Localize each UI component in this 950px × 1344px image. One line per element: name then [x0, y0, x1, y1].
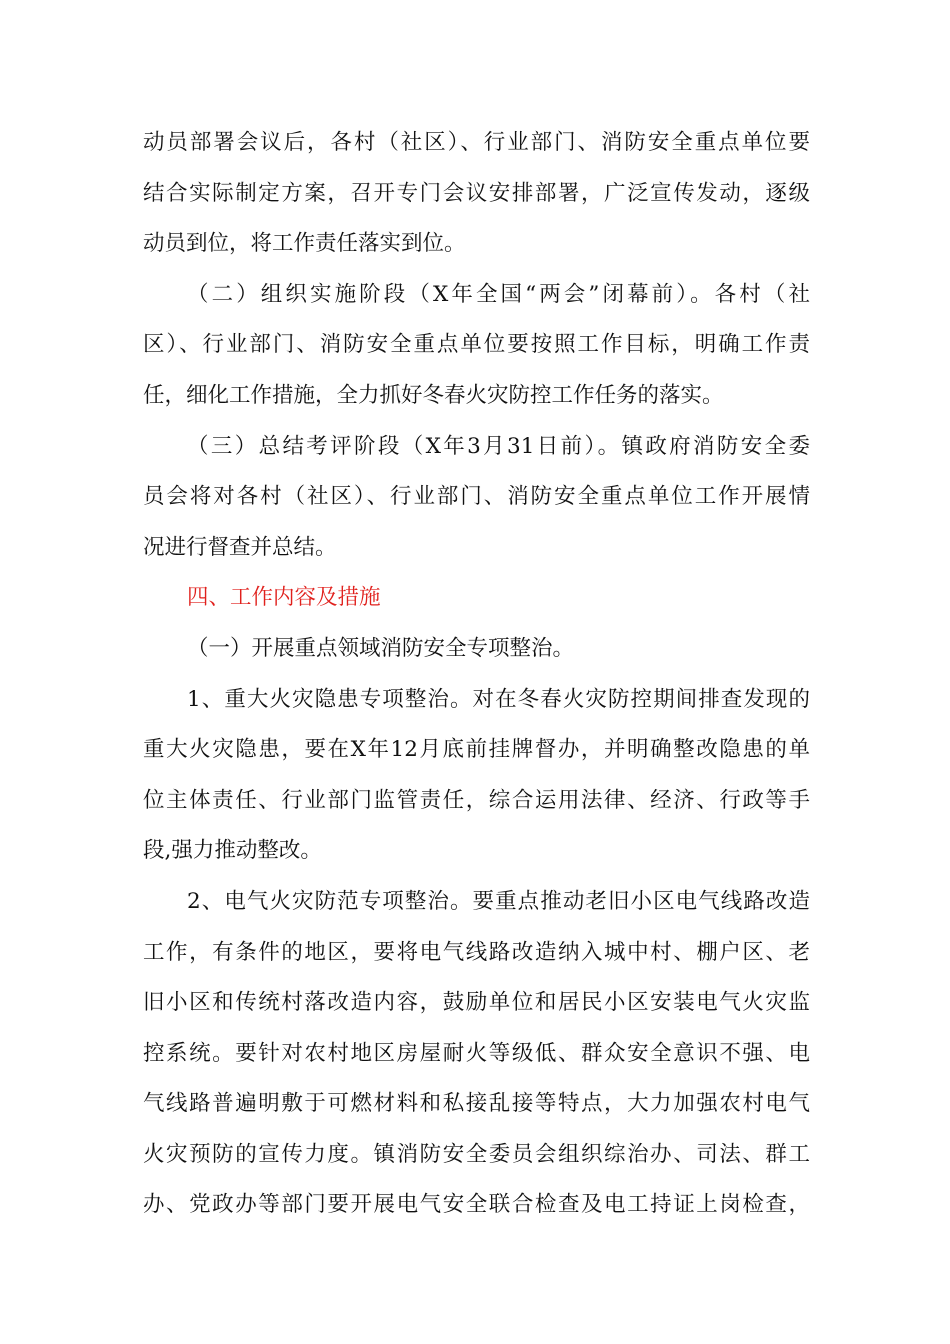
body-line: 火灾预防的宣传力度。镇消防安全委员会组织综治办、司法、群工: [143, 1141, 810, 1167]
body-line: 控系统。要针对农村地区房屋耐火等级低、群众安全意识不强、电: [143, 1040, 810, 1066]
body-line: 段,强力推动整改。: [143, 838, 322, 864]
paragraph-first-line: 2、电气火灾防范专项整治。要重点推动老旧小区电气线路改造: [187, 888, 810, 914]
body-line: 重大火灾隐患，要在X年12月底前挂牌督办，并明确整改隐患的单: [143, 737, 810, 763]
body-line: 动员部署会议后，各村（社区）、行业部门、消防安全重点单位要: [143, 130, 810, 155]
paragraph-first-line: （三）总结考评阶段（X年3月31日前）。镇政府消防安全委: [187, 433, 810, 459]
body-line: 气线路普遍明敷于可燃材料和私接乱接等特点，大力加强农村电气: [143, 1091, 810, 1117]
body-line: 任，细化工作措施，全力抓好冬春火灾防控工作任务的落实。: [143, 382, 724, 408]
body-line: 位主体责任、行业部门监管责任，综合运用法律、经济、行政等手: [143, 787, 810, 813]
body-line: 结合实际制定方案，召开专门会议安排部署，广泛宣传发动，逐级: [143, 180, 810, 206]
body-line: 动员到位，将工作责任落实到位。: [143, 231, 466, 257]
paragraph-first-line: 1、重大火灾隐患专项整治。对在冬春火灾防控期间排查发现的: [187, 686, 810, 712]
body-line: 旧小区和传统村落改造内容，鼓励单位和居民小区安装电气火灾监: [143, 990, 810, 1016]
body-line: 办、党政办等部门要开展电气安全联合检查及电工持证上岗检查，: [143, 1192, 810, 1218]
subsection-heading: （一）开展重点领域消防安全专项整治。: [187, 635, 575, 661]
section-heading: 四、工作内容及措施: [187, 585, 381, 611]
body-line: 区）、行业部门、消防安全重点单位要按照工作目标，明确工作责: [143, 332, 810, 358]
paragraph-first-line: （二）组织实施阶段（X年全国“两会”闭幕前）。各村（社: [187, 281, 810, 307]
document-page: [143, 118, 810, 1231]
body-line: 况进行督查并总结。: [143, 534, 337, 560]
body-line: 工作，有条件的地区，要将电气线路改造纳入城中村、棚户区、老: [143, 939, 810, 965]
body-line: 员会将对各村（社区）、行业部门、消防安全重点单位工作开展情: [143, 484, 810, 510]
